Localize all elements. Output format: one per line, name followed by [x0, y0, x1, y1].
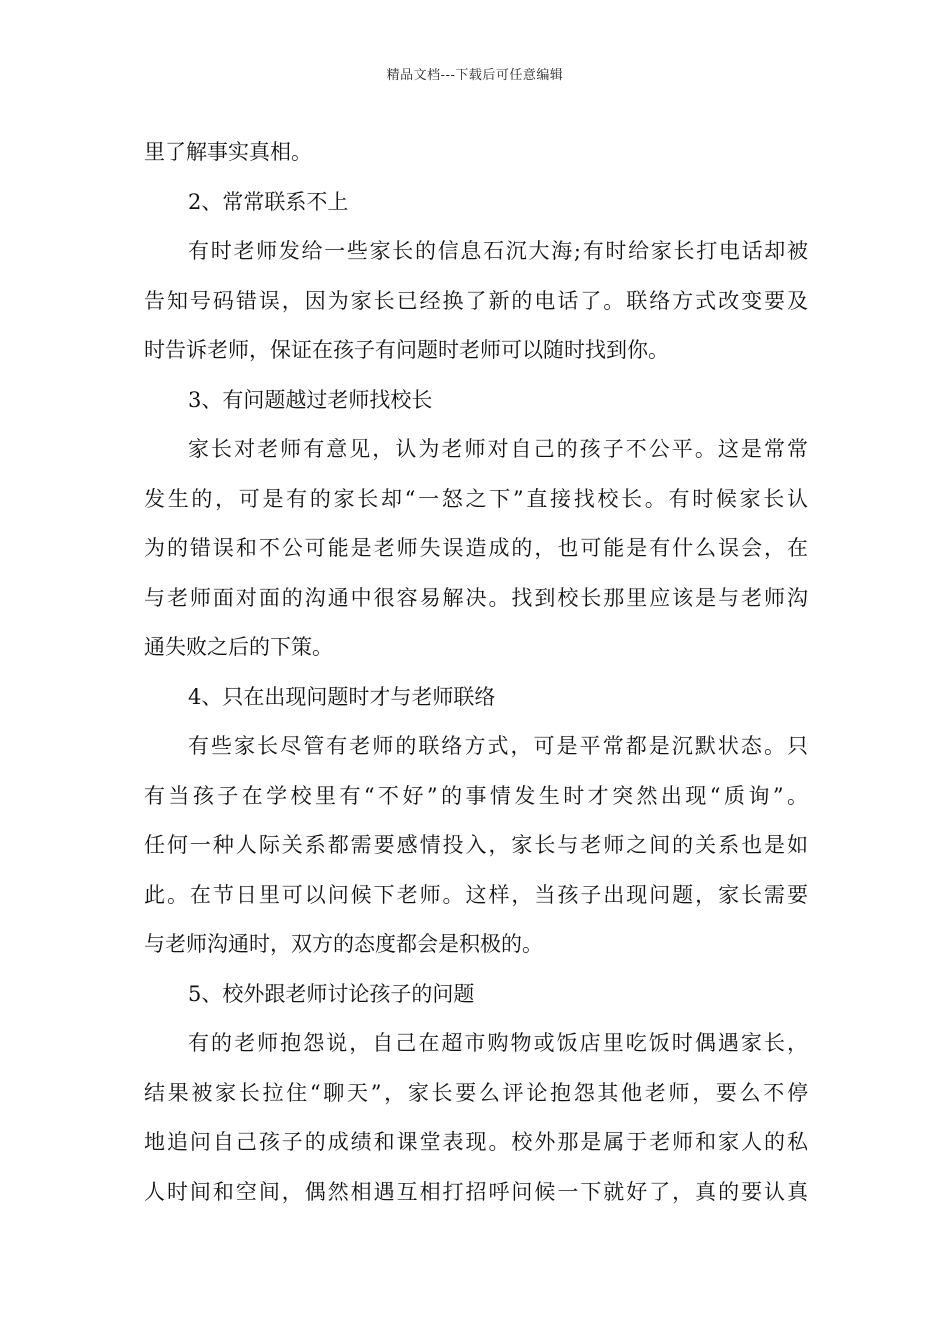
- section-heading: 4、只在出现问题时才与老师联络: [188, 684, 496, 709]
- paragraph-line: 有些家长尽管有老师的联络方式，可是平常都是沉默状态。只: [188, 734, 808, 758]
- paragraph-line: 时告诉老师，保证在孩子有问题时老师可以随时找到你。: [144, 338, 669, 362]
- page-header: 精品文档---下载后可任意编辑: [386, 68, 564, 83]
- paragraph-line: 家长对老师有意见，认为老师对自己的孩子不公平。这是常常: [188, 437, 808, 461]
- paragraph-line: 人时间和空间，偶然相遇互相打招呼问候一下就好了，真的要认真: [144, 1179, 808, 1204]
- paragraph-line: 此。在节日里可以问候下老师。这样，当孩子出现问题，家长需要: [144, 882, 808, 907]
- paragraph-line: 里了解事实真相。: [144, 140, 312, 164]
- paragraph-line: 发生的，可是有的家长却“一怒之下”直接找校长。有时候家长认: [144, 486, 808, 511]
- document-body: [144, 128, 808, 1217]
- section-heading: 5、校外跟老师讨论孩子的问题: [188, 981, 475, 1006]
- paragraph-line: 地追问自己孩子的成绩和课堂表现。校外那是属于老师和家人的私: [144, 1130, 808, 1154]
- paragraph-line: 有的老师抱怨说，自己在超市购物或饭店里吃饭时偶遇家长，: [188, 1031, 808, 1055]
- paragraph-line: 与老师面对面的沟通中很容易解决。找到校长那里应该是与老师沟: [144, 585, 808, 610]
- paragraph-line: 任何一种人际关系都需要感情投入，家长与老师之间的关系也是如: [144, 833, 808, 857]
- paragraph-line: 有当孩子在学校里有“不好”的事情发生时才突然出现“质询”。: [144, 783, 808, 808]
- paragraph-line: 与老师沟通时，双方的态度都会是积极的。: [144, 932, 543, 956]
- paragraph-line: 有时老师发给一些家长的信息石沉大海;有时给家长打电话却被: [188, 239, 808, 263]
- paragraph-line: 结果被家长拉住“聊天”，家长要么评论抱怨其他老师，要么不停: [144, 1080, 808, 1105]
- paragraph-line: 告知号码错误，因为家长已经换了新的电话了。联络方式改变要及: [144, 288, 808, 313]
- paragraph-line: 为的错误和不公可能是老师失误造成的，也可能是有什么误会，在: [144, 536, 808, 560]
- section-heading: 3、有问题越过老师找校长: [188, 387, 433, 412]
- paragraph-line: 通失败之后的下策。: [144, 635, 333, 659]
- section-heading: 2、常常联系不上: [188, 189, 349, 214]
